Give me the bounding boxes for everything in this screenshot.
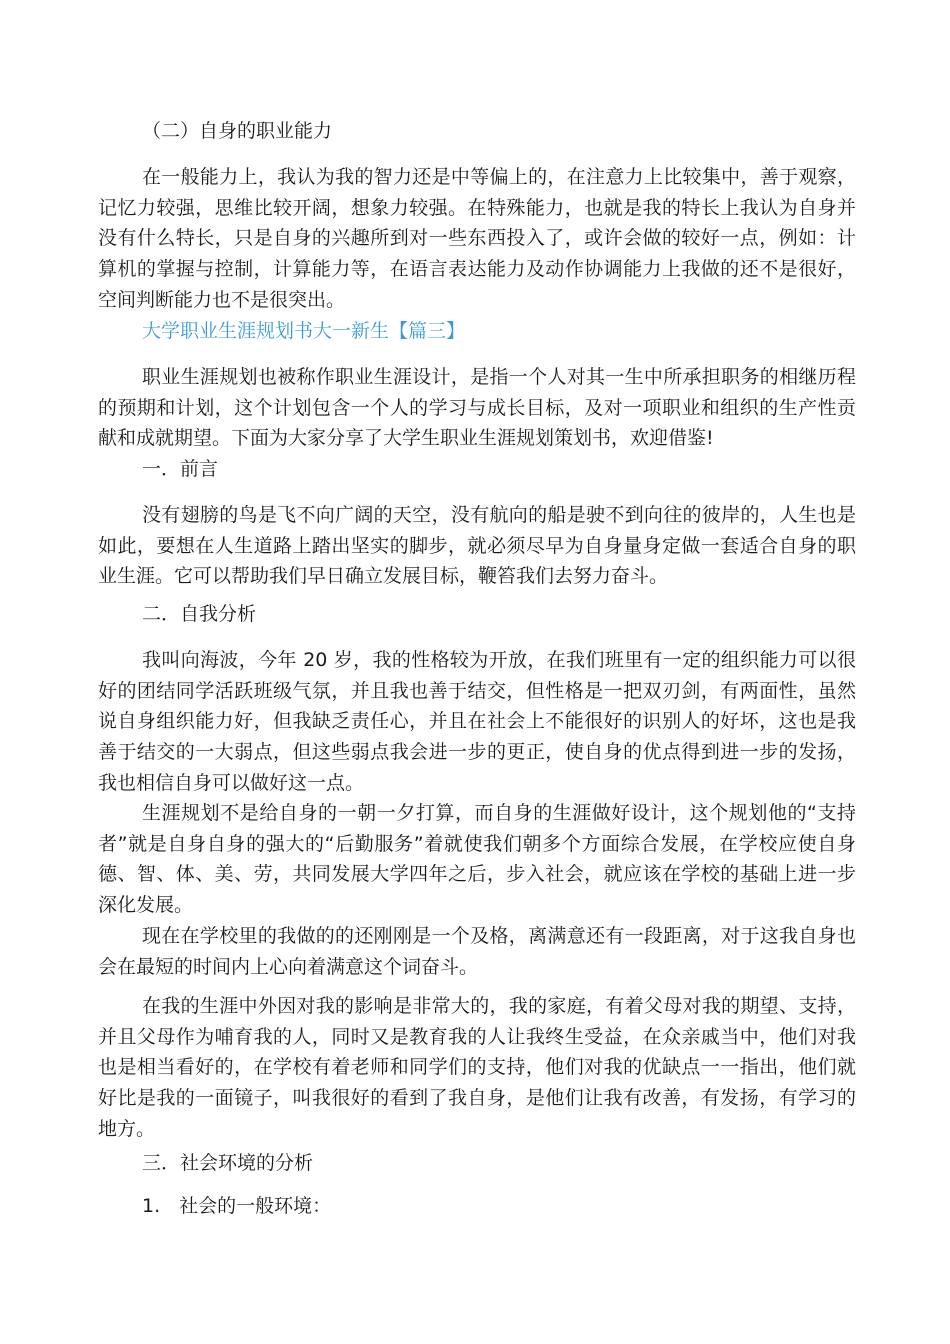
paragraph-self-analysis-1: 我叫向海波，今年 20 岁，我的性格较为开放，在我们班里有一定的组织能力可以很好的团结同学活跃班级气氛，并且我也善于结交，但性格是一把双刃剑，有两面性，虽然说自身组织能力好，但我缺乏责任心，并且在社会上不能很好的识别人的好坏，这也是我善于结交的一大弱点，但这些弱点我会进一步的更正，使自身的优点得到进一步的发扬，我也相信自身可以做好这一点。 xyxy=(98,649,856,794)
heading-self-analysis: 二．自我分析 xyxy=(142,603,257,625)
heading-preface: 一．前言 xyxy=(142,458,219,480)
paragraph-self-analysis-2: 生涯规划不是给自身的一朝一夕打算，而自身的生涯做好设计，这个规划他的“支持者”就是自身自身的强大的“后勤服务”着就使我们朝多个方面综合发展，在学校应使自身德、智、体、美、劳，共同发展大学四年之后，步入社会，就应该在学校的基础上进一步深化发展。 xyxy=(98,802,856,917)
subheading-career-ability: （二）自身的职业能力 xyxy=(142,120,333,142)
paragraph-self-analysis-3: 现在在学校里的我做的的还刚刚是一个及格，离满意还有一段距离，对于这我自身也会在最短的时间内上心向着满意这个词奋斗。 xyxy=(98,925,856,978)
paragraph-preface: 没有翅膀的鸟是飞不向广阔的天空，没有航向的船是驶不到向往的彼岸的，人生也是如此，要想在人生道路上踏出坚实的脚步，就必须尽早为自身量身定做一套适合自身的职业生涯。它可以帮助我们早日确立发展目标，鞭笞我们去努力奋斗。 xyxy=(98,504,856,588)
section-title-link[interactable]: 大学职业生涯规划书大一新生【篇三】 xyxy=(142,320,466,342)
paragraph-self-analysis-4: 在我的生涯中外因对我的影响是非常大的，我的家庭，有着父母对我的期望、支持，并且父母作为哺育我的人，同时又是教育我的人让我终生受益，在众亲戚当中，他们对我也是相当看好的，在学校有着老师和同学们的支持，他们对我的优缺点一一指出，他们就好比是我的一面镜子，叫我很好的看到了我自身，是他们让我有改善，有发扬，有学习的地方。 xyxy=(98,995,856,1140)
paragraph-career-ability: 在一般能力上，我认为我的智力还是中等偏上的，在注意力上比较集中，善于观察，记忆力较强，思维比较开阔，想象力较强。在特殊能力，也就是我的特长上我认为自身并没有什么特长，只是自身的兴趣所到对一些东西投入了，或许会做的较好一点，例如：计算机的掌握与控制，计算能力等，在语言表达能力及动作协调能力上我做的还不是很好，空间判断能力也不是很突出。 xyxy=(98,166,856,311)
heading-social-environment: 三．社会环境的分析 xyxy=(142,1152,314,1174)
paragraph-introduction: 职业生涯规划也被称作职业生涯设计，是指一个人对其一生中所承担职务的相继历程的预期和计划，这个计划包含一个人的学习与成长目标，及对一项职业和组织的生产性贡献和成就期望。下面为大家分享了大学生职业生涯规划策划书，欢迎借鉴! xyxy=(98,366,856,450)
subheading-general-environment: 1. 社会的一般环境： xyxy=(142,1195,332,1217)
